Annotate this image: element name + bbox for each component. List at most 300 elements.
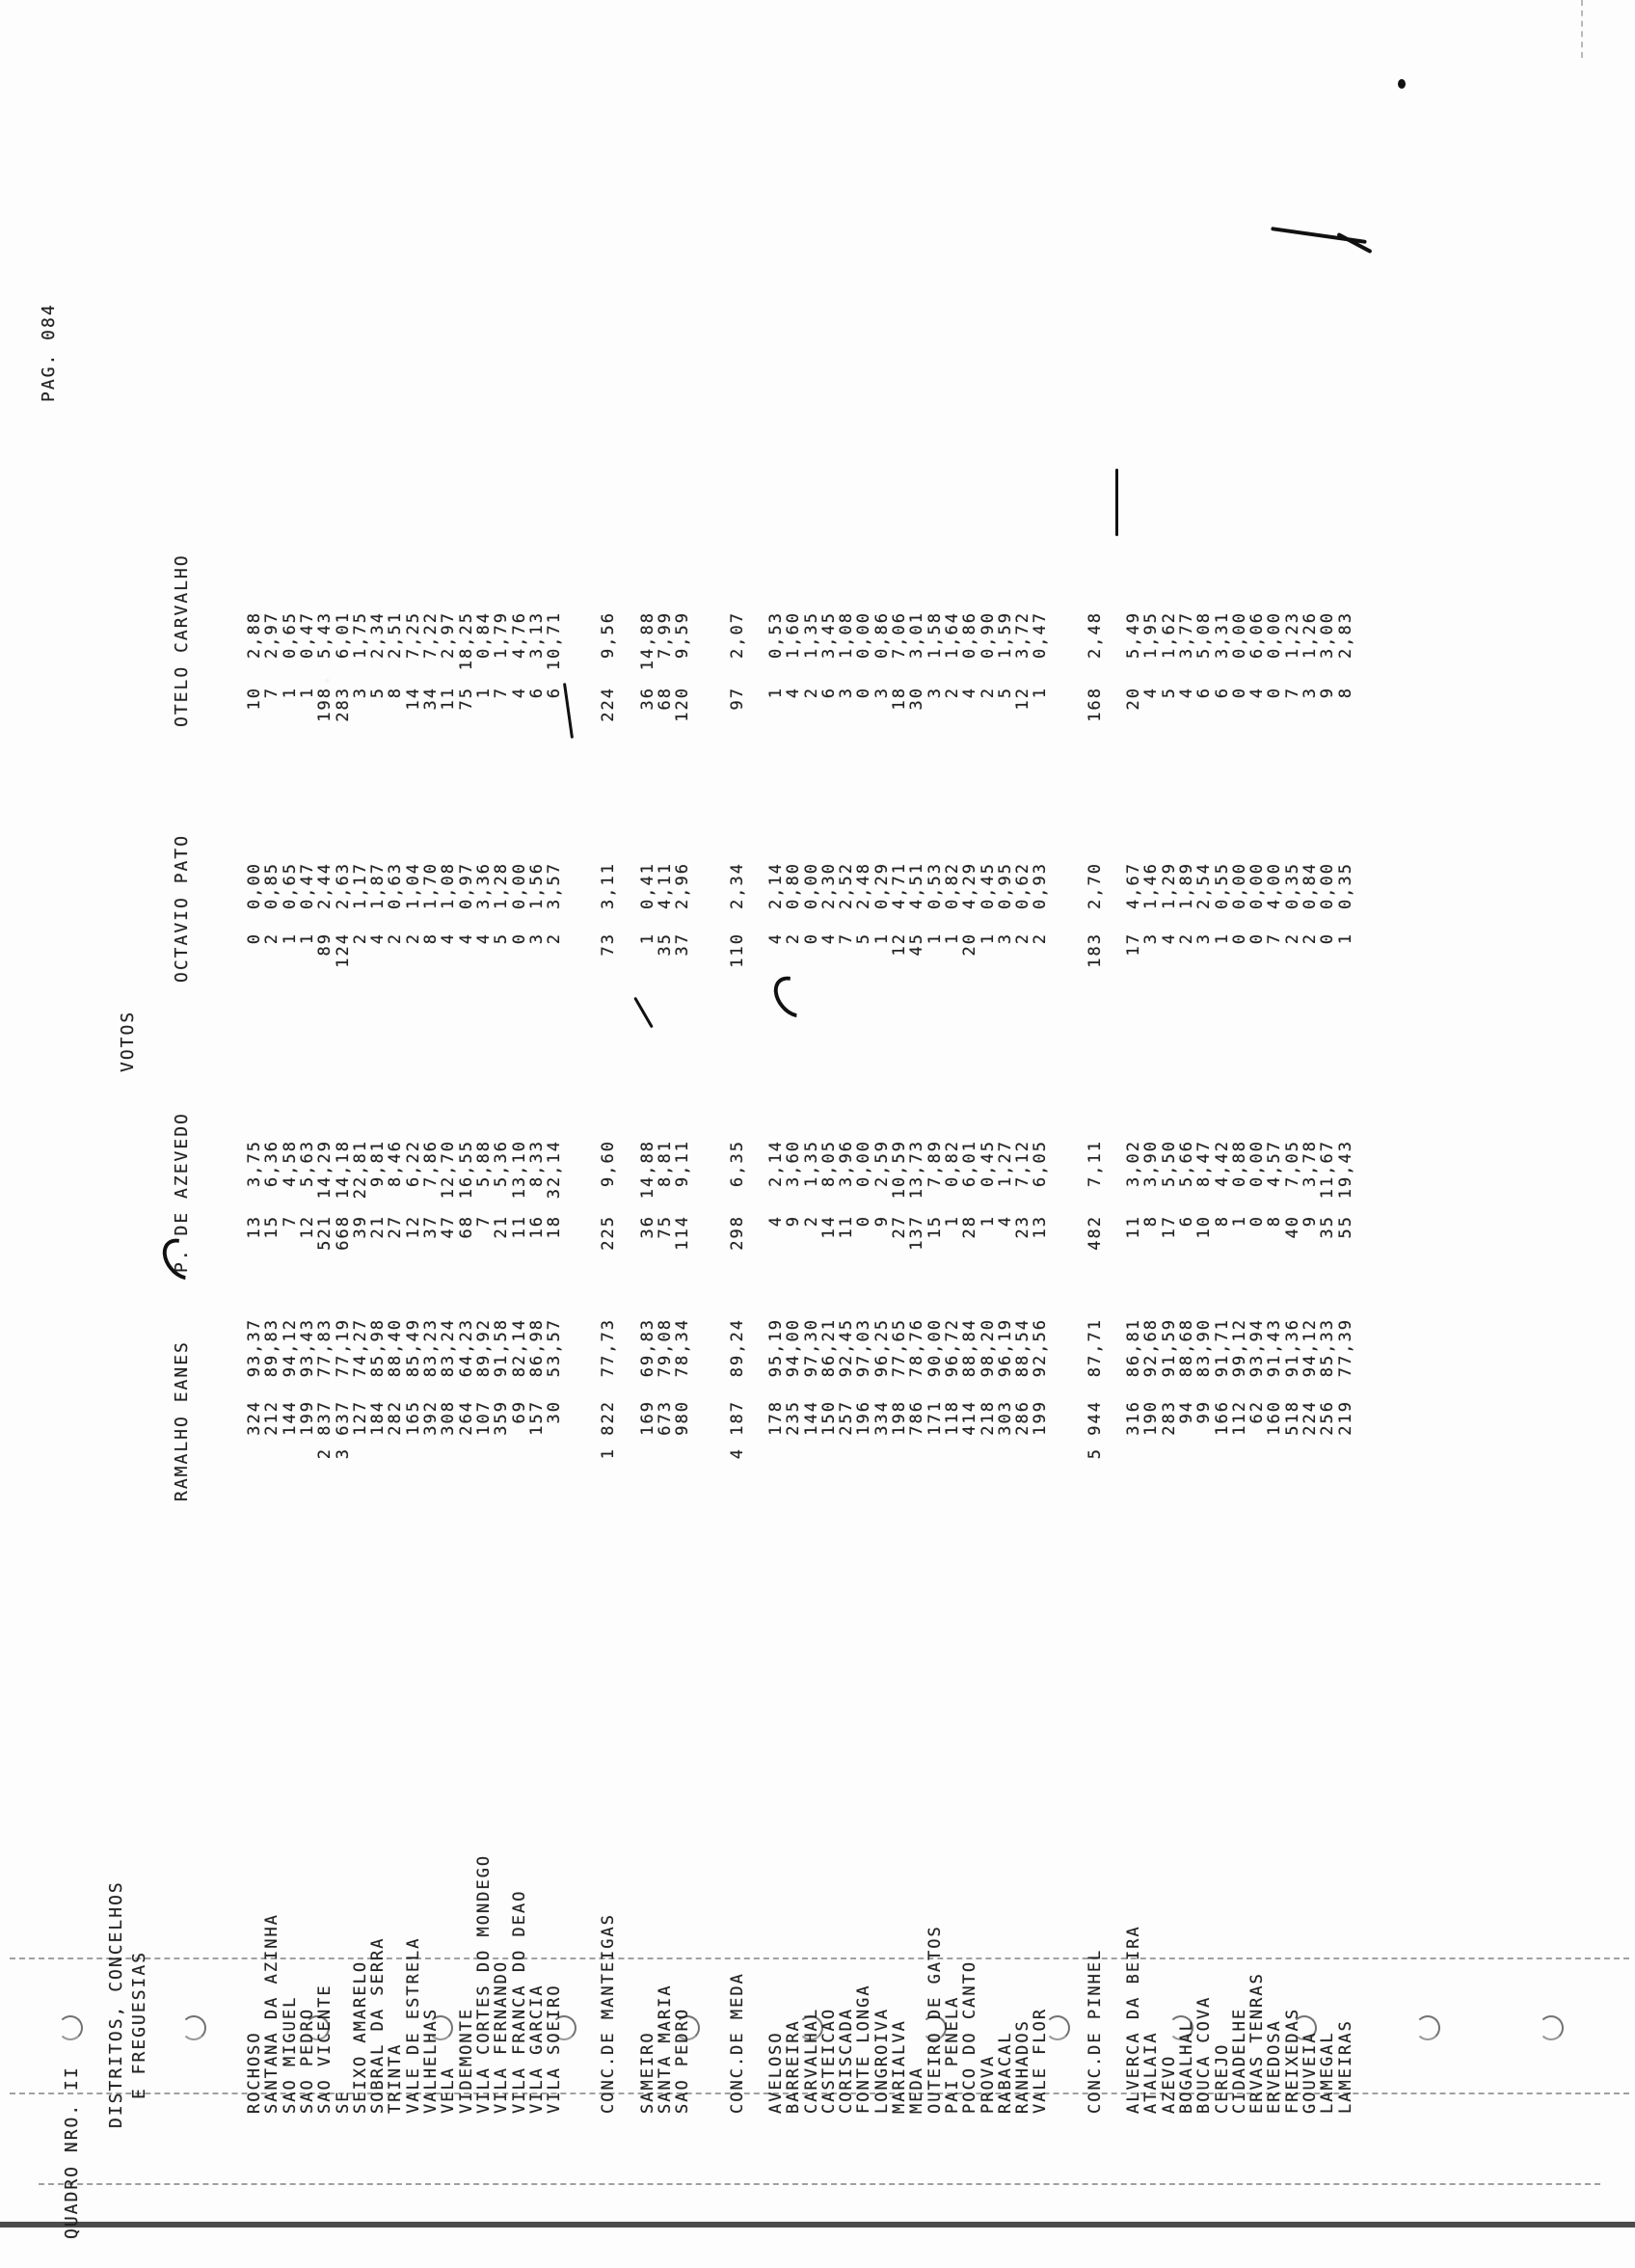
freguesia-row-pato-pct: 0,80 xyxy=(784,862,804,909)
freguesia-row-azevedo-pct: 0,00 xyxy=(854,1140,874,1187)
freguesia-row-azevedo-pct: 11,67 xyxy=(1318,1140,1338,1200)
freguesia-row-carvalho-count: 2 xyxy=(942,687,962,699)
freguesia-row-pato-count: 0 xyxy=(509,932,529,945)
column-header-carvalho: OTELO CARVALHO xyxy=(172,554,192,727)
freguesia-row-pato-count: 3 xyxy=(995,932,1015,945)
freguesia-row-eanes-count: 219 xyxy=(1335,1400,1355,1436)
freguesia-row-pato-pct: 1,89 xyxy=(1176,862,1196,909)
freguesia-row-carvalho-count: 5 xyxy=(1159,687,1179,699)
freguesia-row-pato-pct: 2,48 xyxy=(854,862,874,909)
freguesia-row-pato-count: 4 xyxy=(818,932,839,945)
freguesia-row-carvalho-pct: 0,53 xyxy=(765,611,786,659)
freguesia-row-carvalho-pct: 10,71 xyxy=(545,611,565,671)
freguesia-row-pato-pct: 4,29 xyxy=(960,862,980,909)
freguesia-row-eanes-pct: 96,25 xyxy=(871,1318,892,1378)
freguesia-row-name: CIDADELHE xyxy=(1229,2007,1249,2114)
freguesia-row-carvalho-count: 2 xyxy=(801,687,821,699)
freguesia-row-pato-count: 5 xyxy=(492,932,512,945)
freguesia-row-pato-pct: 0,45 xyxy=(978,862,998,909)
freguesia-row-pato-pct: 2,30 xyxy=(818,862,839,909)
freguesia-row-azevedo-pct: 12,70 xyxy=(439,1140,459,1200)
freguesia-row-eanes-pct: 77,39 xyxy=(1335,1318,1355,1378)
freguesia-row-azevedo-pct: 3,78 xyxy=(1300,1140,1320,1187)
freguesia-row-carvalho-pct: 2,97 xyxy=(262,611,282,659)
freguesia-row-carvalho-count: 18 xyxy=(890,687,909,711)
freguesia-row-azevedo-count: 114 xyxy=(673,1215,693,1251)
freguesia-row-carvalho-pct: 0,00 xyxy=(1229,611,1249,659)
freguesia-row-eanes-count: 62 xyxy=(1247,1400,1268,1424)
freguesia-row-carvalho-pct: 3,13 xyxy=(526,611,547,659)
freguesia-row-azevedo-pct: 1,35 xyxy=(801,1140,821,1187)
freguesia-row-name: CEREJO xyxy=(1212,2042,1232,2114)
freguesia-row-name: RABACAL xyxy=(995,2031,1015,2114)
freguesia-row-pato-pct: 1,70 xyxy=(421,862,441,909)
freguesia-row-eanes-pct: 88,40 xyxy=(386,1318,406,1378)
freguesia-row-eanes-pct: 97,30 xyxy=(801,1318,821,1378)
freguesia-row-pato-pct: 1,46 xyxy=(1141,862,1162,909)
freguesia-row-eanes-pct: 77,19 xyxy=(333,1318,353,1378)
freguesia-row-eanes-count: 198 xyxy=(890,1400,909,1436)
freguesia-row-pato-pct: 0,84 xyxy=(1300,862,1320,909)
freguesia-row-carvalho-count: 68 xyxy=(656,687,675,711)
freguesia-row-eanes-count: 2 837 xyxy=(315,1400,335,1460)
freguesia-row-pato-count: 0 xyxy=(801,932,821,945)
concelho-total-azevedo-count: 298 xyxy=(727,1215,747,1251)
freguesia-row-pato-pct: 0,00 xyxy=(245,862,264,909)
concelho-total-pato-count: 183 xyxy=(1085,932,1105,968)
freguesia-row-pato-pct: 1,56 xyxy=(526,862,547,909)
freguesia-row-pato-count: 124 xyxy=(333,932,353,968)
freguesia-row-eanes-count: 94 xyxy=(1176,1400,1196,1424)
freguesia-row-eanes-pct: 91,71 xyxy=(1212,1318,1232,1378)
freguesia-row-eanes-count: 184 xyxy=(368,1400,389,1436)
freguesia-row-azevedo-count: 9 xyxy=(1300,1215,1320,1228)
freguesia-row-pato-count: 37 xyxy=(673,932,693,957)
freguesia-row-pato-pct: 3,57 xyxy=(545,862,565,909)
freguesia-row-carvalho-pct: 0,47 xyxy=(1031,611,1051,659)
freguesia-row-eanes-pct: 77,83 xyxy=(315,1318,335,1378)
freguesia-row-azevedo-count: 13 xyxy=(245,1215,264,1239)
freguesia-row-azevedo-count: 27 xyxy=(890,1215,909,1239)
freguesia-row-pato-pct: 1,29 xyxy=(1159,862,1179,909)
freguesia-row-pato-count: 20 xyxy=(960,932,980,957)
freguesia-row-azevedo-pct: 10,59 xyxy=(890,1140,909,1200)
freguesia-row-azevedo-pct: 7,12 xyxy=(1013,1140,1033,1187)
freguesia-row-eanes-pct: 94,12 xyxy=(280,1318,300,1378)
freguesia-row-name: AZEVO xyxy=(1159,2054,1179,2114)
freguesia-row-eanes-count: 127 xyxy=(350,1400,370,1436)
freguesia-row-name: BARREIRA xyxy=(784,2019,804,2114)
freguesia-row-pato-pct: 2,14 xyxy=(765,862,786,909)
freguesia-row-pato-count: 17 xyxy=(1124,932,1143,957)
freguesia-row-pato-count: 2 xyxy=(262,932,282,945)
freguesia-row-carvalho-pct: 1,75 xyxy=(350,611,370,659)
freguesia-row-azevedo-count: 13 xyxy=(1031,1215,1051,1239)
freguesia-row-carvalho-pct: 14,88 xyxy=(637,611,657,671)
freguesia-row-name: ATALAIA xyxy=(1141,2031,1162,2114)
freguesia-row-pato-pct: 1,17 xyxy=(350,862,370,909)
concelho-total-pato-pct: 3,11 xyxy=(599,862,619,909)
freguesia-row-carvalho-count: 1 xyxy=(473,687,494,699)
freguesia-row-eanes-count: 160 xyxy=(1265,1400,1285,1436)
freguesia-row-pato-count: 2 xyxy=(1013,932,1033,945)
concelho-total-carvalho-pct: 2,48 xyxy=(1085,611,1105,659)
freguesia-row-azevedo-count: 668 xyxy=(333,1215,353,1251)
concelho-total-name: CONC.DE PINHEL xyxy=(1085,1948,1105,2114)
freguesia-row-azevedo-pct: 7,86 xyxy=(421,1140,441,1187)
freguesia-row-eanes-pct: 85,33 xyxy=(1318,1318,1338,1378)
freguesia-row-azevedo-pct: 1,27 xyxy=(995,1140,1015,1187)
freguesia-row-azevedo-pct: 19,43 xyxy=(1335,1140,1355,1200)
freguesia-row-pato-count: 1 xyxy=(1212,932,1232,945)
freguesia-row-azevedo-count: 12 xyxy=(403,1215,423,1239)
freguesia-row-pato-count: 2 xyxy=(1300,932,1320,945)
freguesia-row-pato-pct: 4,67 xyxy=(1124,862,1143,909)
freguesia-row-carvalho-pct: 3,31 xyxy=(1212,611,1232,659)
freguesia-row-eanes-pct: 78,34 xyxy=(673,1318,693,1378)
freguesia-row-eanes-count: 324 xyxy=(245,1400,264,1436)
freguesia-row-carvalho-pct: 3,01 xyxy=(907,611,927,659)
freguesia-row-azevedo-count: 7 xyxy=(473,1215,494,1228)
freguesia-row-carvalho-pct: 5,49 xyxy=(1124,611,1143,659)
freguesia-row-eanes-pct: 91,36 xyxy=(1282,1318,1302,1378)
freguesia-row-azevedo-pct: 3,60 xyxy=(784,1140,804,1187)
freguesia-row-azevedo-pct: 4,57 xyxy=(1265,1140,1285,1187)
freguesia-row-eanes-count: 199 xyxy=(1031,1400,1051,1436)
freguesia-row-pato-pct: 0,53 xyxy=(925,862,945,909)
freguesia-row-pato-count: 3 xyxy=(1141,932,1162,945)
freguesia-row-pato-count: 8 xyxy=(421,932,441,945)
freguesia-row-name: ERVAS TENRAS xyxy=(1247,1972,1268,2114)
freguesia-row-carvalho-pct: 5,43 xyxy=(315,611,335,659)
freguesia-row-carvalho-count: 0 xyxy=(1229,687,1249,699)
freguesia-row-eanes-count: 786 xyxy=(907,1400,927,1436)
freguesia-row-carvalho-count: 7 xyxy=(1282,687,1302,699)
freguesia-row-eanes-count: 256 xyxy=(1318,1400,1338,1436)
freguesia-row-eanes-count: 157 xyxy=(526,1400,547,1436)
freguesia-row-pato-count: 1 xyxy=(297,932,317,945)
freguesia-row-eanes-count: 165 xyxy=(403,1400,423,1436)
freguesia-row-carvalho-count: 3 xyxy=(837,687,857,699)
freguesia-row-azevedo-pct: 6,05 xyxy=(1031,1140,1051,1187)
freguesia-row-azevedo-pct: 3,02 xyxy=(1124,1140,1143,1187)
freguesia-row-azevedo-count: 14 xyxy=(818,1215,839,1239)
freguesia-row-pato-pct: 0,47 xyxy=(297,862,317,909)
freguesia-row-azevedo-pct: 0,88 xyxy=(1229,1140,1249,1187)
freguesia-row-name: RANHADOS xyxy=(1013,2019,1033,2114)
freguesia-row-name: SE xyxy=(333,2090,353,2114)
freguesia-row-pato-count: 1 xyxy=(280,932,300,945)
freguesia-row-azevedo-count: 28 xyxy=(960,1215,980,1239)
freguesia-row-name: VALE DE ESTRELA xyxy=(403,1936,423,2114)
freguesia-row-carvalho-count: 6 xyxy=(526,687,547,699)
freguesia-row-eanes-pct: 86,21 xyxy=(818,1318,839,1378)
freguesia-row-pato-pct: 1,04 xyxy=(403,862,423,909)
freguesia-row-name: SEIXO AMARELO xyxy=(350,1959,370,2114)
freguesia-row-name: ALVERCA DA BEIRA xyxy=(1124,1925,1143,2114)
freguesia-row-pato-pct: 1,28 xyxy=(492,862,512,909)
freguesia-row-azevedo-pct: 2,59 xyxy=(871,1140,892,1187)
freguesia-row-eanes-count: 144 xyxy=(801,1400,821,1436)
freguesia-row-carvalho-count: 2 xyxy=(978,687,998,699)
freguesia-row-pato-pct: 4,71 xyxy=(890,862,909,909)
freguesia-row-pato-count: 12 xyxy=(890,932,909,957)
freguesia-row-eanes-count: 178 xyxy=(765,1400,786,1436)
freguesia-row-carvalho-pct: 0,65 xyxy=(280,611,300,659)
freguesia-row-name: SAO VICENTE xyxy=(315,1984,335,2114)
freguesia-row-carvalho-pct: 1,08 xyxy=(837,611,857,659)
freguesia-row-eanes-pct: 96,19 xyxy=(995,1318,1015,1378)
freguesia-row-pato-pct: 0,55 xyxy=(1212,862,1232,909)
freguesia-row-pato-count: 35 xyxy=(656,932,675,957)
freguesia-row-azevedo-count: 4 xyxy=(995,1215,1015,1228)
freguesia-row-pato-count: 2 xyxy=(1176,932,1196,945)
freguesia-row-pato-pct: 0,82 xyxy=(942,862,962,909)
concelho-total-eanes-count: 5 944 xyxy=(1085,1400,1105,1460)
freguesia-row-name: TRINTA xyxy=(386,2042,406,2114)
freguesia-row-eanes-pct: 97,03 xyxy=(854,1318,874,1378)
freguesia-row-eanes-pct: 83,24 xyxy=(439,1318,459,1378)
freguesia-row-pato-pct: 2,63 xyxy=(333,862,353,909)
freguesia-row-name: ROCHOSO xyxy=(245,2031,264,2114)
freguesia-row-eanes-pct: 53,57 xyxy=(545,1318,565,1378)
freguesia-row-carvalho-pct: 2,51 xyxy=(386,611,406,659)
freguesia-row-azevedo-count: 2 xyxy=(801,1215,821,1228)
freguesia-row-azevedo-pct: 5,50 xyxy=(1159,1140,1179,1187)
region-header-line2: E FREGUESIAS xyxy=(129,1950,149,2099)
freguesia-row-name: CARVALHAL xyxy=(801,2007,821,2114)
freguesia-row-eanes-pct: 77,65 xyxy=(890,1318,909,1378)
freguesia-row-eanes-count: 257 xyxy=(837,1400,857,1436)
freguesia-row-azevedo-pct: 9,11 xyxy=(673,1140,693,1187)
freguesia-row-eanes-pct: 96,72 xyxy=(942,1318,962,1378)
concelho-total-name: CONC.DE MANTEIGAS xyxy=(599,1913,619,2114)
freguesia-row-azevedo-count: 8 xyxy=(1265,1215,1285,1228)
freguesia-row-azevedo-count: 39 xyxy=(350,1215,370,1239)
freguesia-row-carvalho-pct: 7,06 xyxy=(890,611,909,659)
freguesia-row-eanes-pct: 88,54 xyxy=(1013,1318,1033,1378)
freguesia-row-pato-count: 2 xyxy=(386,932,406,945)
votes-header: VOTOS xyxy=(118,1010,138,1072)
freguesia-row-pato-pct: 0,00 xyxy=(1229,862,1249,909)
freguesia-row-pato-pct: 1,08 xyxy=(439,862,459,909)
freguesia-row-carvalho-pct: 0,84 xyxy=(473,611,494,659)
freguesia-row-carvalho-count: 36 xyxy=(637,687,657,711)
freguesia-row-azevedo-pct: 8,46 xyxy=(386,1140,406,1187)
freguesia-row-eanes-pct: 69,83 xyxy=(637,1318,657,1378)
freguesia-row-carvalho-pct: 1,60 xyxy=(784,611,804,659)
freguesia-row-eanes-count: 518 xyxy=(1282,1400,1302,1436)
freguesia-row-azevedo-count: 55 xyxy=(1335,1215,1355,1239)
freguesia-row-carvalho-count: 6 xyxy=(545,687,565,699)
freguesia-row-eanes-count: 218 xyxy=(978,1400,998,1436)
freguesia-row-azevedo-pct: 7,05 xyxy=(1282,1140,1302,1187)
freguesia-row-azevedo-pct: 32,14 xyxy=(545,1140,565,1200)
freguesia-row-pato-pct: 0,41 xyxy=(637,862,657,909)
freguesia-row-carvalho-pct: 2,83 xyxy=(1335,611,1355,659)
freguesia-row-azevedo-count: 1 xyxy=(1229,1215,1249,1228)
freguesia-row-eanes-pct: 95,19 xyxy=(765,1318,786,1378)
freguesia-row-name: PROVA xyxy=(978,2054,998,2114)
region-header-line1: DISTRITOS, CONCELHOS xyxy=(106,1880,126,2128)
freguesia-row-name: VALHELHAS xyxy=(421,2007,441,2114)
freguesia-row-eanes-pct: 64,23 xyxy=(456,1318,476,1378)
freguesia-row-eanes-count: 150 xyxy=(818,1400,839,1436)
freguesia-row-carvalho-count: 8 xyxy=(386,687,406,699)
freguesia-row-azevedo-count: 6 xyxy=(1176,1215,1196,1228)
freguesia-row-pato-pct: 0,29 xyxy=(871,862,892,909)
freguesia-row-carvalho-count: 10 xyxy=(245,687,264,711)
freguesia-row-name: SOBRAL DA SERRA xyxy=(368,1936,389,2114)
concelho-total-azevedo-pct: 9,60 xyxy=(599,1140,619,1187)
freguesia-row-carvalho-count: 283 xyxy=(333,687,353,722)
freguesia-row-pato-pct: 4,00 xyxy=(1265,862,1285,909)
freguesia-row-name: MARIALVA xyxy=(890,2019,909,2114)
freguesia-row-azevedo-count: 9 xyxy=(784,1215,804,1228)
freguesia-row-carvalho-count: 1 xyxy=(1031,687,1051,699)
freguesia-row-carvalho-count: 9 xyxy=(1318,687,1338,699)
freguesia-row-azevedo-pct: 5,88 xyxy=(473,1140,494,1187)
freguesia-row-name: FONTE LONGA xyxy=(854,1984,874,2114)
freguesia-row-eanes-count: 303 xyxy=(995,1400,1015,1436)
freguesia-row-pato-count: 1 xyxy=(637,932,657,945)
freguesia-row-azevedo-count: 75 xyxy=(656,1215,675,1239)
freguesia-row-eanes-pct: 85,98 xyxy=(368,1318,389,1378)
freguesia-row-name: VILA SOEIRO xyxy=(545,1984,565,2114)
concelho-total-pato-pct: 2,34 xyxy=(727,862,747,909)
freguesia-row-carvalho-pct: 0,86 xyxy=(871,611,892,659)
freguesia-row-carvalho-pct: 6,01 xyxy=(333,611,353,659)
freguesia-row-pato-pct: 3,36 xyxy=(473,862,494,909)
freguesia-row-name: SAO PEDRO xyxy=(673,2007,693,2114)
freguesia-row-eanes-pct: 93,94 xyxy=(1247,1318,1268,1378)
freguesia-row-eanes-pct: 85,49 xyxy=(403,1318,423,1378)
freguesia-row-carvalho-pct: 7,99 xyxy=(656,611,675,659)
freguesia-row-azevedo-count: 4 xyxy=(765,1215,786,1228)
freguesia-row-carvalho-count: 0 xyxy=(854,687,874,699)
freguesia-row-carvalho-count: 4 xyxy=(509,687,529,699)
freguesia-row-azevedo-count: 15 xyxy=(925,1215,945,1239)
freguesia-row-eanes-count: 3 637 xyxy=(333,1400,353,1460)
freguesia-row-name: CASTEICAO xyxy=(818,2007,839,2114)
freguesia-row-eanes-count: 30 xyxy=(545,1400,565,1424)
freguesia-row-pato-pct: 0,35 xyxy=(1282,862,1302,909)
freguesia-row-carvalho-pct: 2,97 xyxy=(439,611,459,659)
freguesia-row-carvalho-pct: 2,34 xyxy=(368,611,389,659)
freguesia-row-name: CORISCADA xyxy=(837,2007,857,2114)
freguesia-row-carvalho-pct: 6,06 xyxy=(1247,611,1268,659)
freguesia-row-carvalho-pct: 1,58 xyxy=(925,611,945,659)
freguesia-row-eanes-pct: 92,68 xyxy=(1141,1318,1162,1378)
freguesia-row-azevedo-pct: 6,36 xyxy=(262,1140,282,1187)
freguesia-row-carvalho-pct: 1,62 xyxy=(1159,611,1179,659)
freguesia-row-eanes-pct: 91,43 xyxy=(1265,1318,1285,1378)
freguesia-row-carvalho-pct: 18,25 xyxy=(456,611,476,671)
freguesia-row-azevedo-pct: 9,81 xyxy=(368,1140,389,1187)
freguesia-row-azevedo-pct: 0,00 xyxy=(1247,1140,1268,1187)
freguesia-row-carvalho-count: 5 xyxy=(995,687,1015,699)
freguesia-row-carvalho-count: 3 xyxy=(350,687,370,699)
freguesia-row-eanes-count: 980 xyxy=(673,1400,693,1436)
freguesia-row-pato-pct: 0,93 xyxy=(1031,862,1051,909)
freguesia-row-pato-count: 1 xyxy=(978,932,998,945)
freguesia-row-name: LAMEIRAS xyxy=(1335,2019,1355,2114)
freguesia-row-carvalho-pct: 0,00 xyxy=(854,611,874,659)
freguesia-row-azevedo-count: 35 xyxy=(1318,1215,1338,1239)
freguesia-row-eanes-count: 392 xyxy=(421,1400,441,1436)
freguesia-row-name: SANTANA DA AZINHA xyxy=(262,1913,282,2114)
freguesia-row-name: SAMEIRO xyxy=(637,2031,657,2114)
freguesia-row-pato-count: 3 xyxy=(526,932,547,945)
freguesia-row-carvalho-pct: 5,08 xyxy=(1194,611,1215,659)
freguesia-row-pato-pct: 0,00 xyxy=(801,862,821,909)
freguesia-row-carvalho-pct: 3,00 xyxy=(1318,611,1338,659)
freguesia-row-eanes-count: 196 xyxy=(854,1400,874,1436)
freguesia-row-pato-count: 4 xyxy=(439,932,459,945)
freguesia-row-name: VELA xyxy=(439,2066,459,2114)
freguesia-row-carvalho-count: 1 xyxy=(765,687,786,699)
freguesia-row-carvalho-count: 20 xyxy=(1124,687,1143,711)
freguesia-row-pato-count: 0 xyxy=(1318,932,1338,945)
freguesia-row-azevedo-pct: 16,55 xyxy=(456,1140,476,1200)
freguesia-row-azevedo-pct: 13,73 xyxy=(907,1140,927,1200)
freguesia-row-eanes-count: 212 xyxy=(262,1400,282,1436)
freguesia-row-azevedo-count: 17 xyxy=(1159,1215,1179,1239)
freguesia-row-eanes-pct: 93,43 xyxy=(297,1318,317,1378)
freguesia-row-pato-count: 0 xyxy=(1229,932,1249,945)
freguesia-row-name: VILA FRANCA DO DEAO xyxy=(509,1889,529,2114)
freguesia-row-carvalho-count: 7 xyxy=(262,687,282,699)
freguesia-row-carvalho-pct: 0,86 xyxy=(960,611,980,659)
table-label: QUADRO NRO. II xyxy=(62,2066,82,2239)
freguesia-row-eanes-pct: 86,98 xyxy=(526,1318,547,1378)
freguesia-row-carvalho-pct: 1,95 xyxy=(1141,611,1162,659)
freguesia-row-pato-pct: 0,00 xyxy=(1247,862,1268,909)
freguesia-row-azevedo-count: 15 xyxy=(262,1215,282,1239)
concelho-total-eanes-pct: 87,71 xyxy=(1085,1318,1105,1378)
freguesia-row-eanes-pct: 89,92 xyxy=(473,1318,494,1378)
freguesia-row-carvalho-pct: 1,79 xyxy=(492,611,512,659)
freguesia-row-carvalho-count: 4 xyxy=(960,687,980,699)
freguesia-row-carvalho-count: 4 xyxy=(1141,687,1162,699)
freguesia-row-azevedo-count: 0 xyxy=(854,1215,874,1228)
freguesia-row-carvalho-pct: 1,26 xyxy=(1300,611,1320,659)
freguesia-row-carvalho-count: 6 xyxy=(1212,687,1232,699)
freguesia-row-carvalho-count: 12 xyxy=(1013,687,1033,711)
freguesia-row-eanes-pct: 92,56 xyxy=(1031,1318,1051,1378)
freguesia-row-pato-pct: 0,00 xyxy=(509,862,529,909)
freguesia-row-eanes-pct: 91,59 xyxy=(1159,1318,1179,1378)
freguesia-row-pato-pct: 0,97 xyxy=(456,862,476,909)
freguesia-row-carvalho-count: 5 xyxy=(368,687,389,699)
freguesia-row-azevedo-count: 521 xyxy=(315,1215,335,1251)
freguesia-row-carvalho-count: 4 xyxy=(1176,687,1196,699)
concelho-total-pato-count: 73 xyxy=(599,932,619,957)
freguesia-row-name: BOGALHAL xyxy=(1176,2019,1196,2114)
concelho-total-eanes-count: 4 187 xyxy=(727,1400,747,1460)
freguesia-row-eanes-pct: 93,37 xyxy=(245,1318,264,1378)
freguesia-row-eanes-pct: 83,90 xyxy=(1194,1318,1215,1378)
freguesia-row-carvalho-pct: 1,59 xyxy=(995,611,1015,659)
freguesia-row-eanes-count: 316 xyxy=(1124,1400,1143,1436)
column-header-azevedo: P. DE AZEVEDO xyxy=(172,1112,192,1273)
freguesia-row-eanes-count: 190 xyxy=(1141,1400,1162,1436)
freguesia-row-name: VILA FERNANDO xyxy=(492,1959,512,2114)
freguesia-row-eanes-count: 112 xyxy=(1229,1400,1249,1436)
concelho-total-carvalho-count: 97 xyxy=(727,687,747,711)
concelho-total-carvalho-pct: 2,07 xyxy=(727,611,747,659)
freguesia-row-pato-pct: 0,85 xyxy=(262,862,282,909)
